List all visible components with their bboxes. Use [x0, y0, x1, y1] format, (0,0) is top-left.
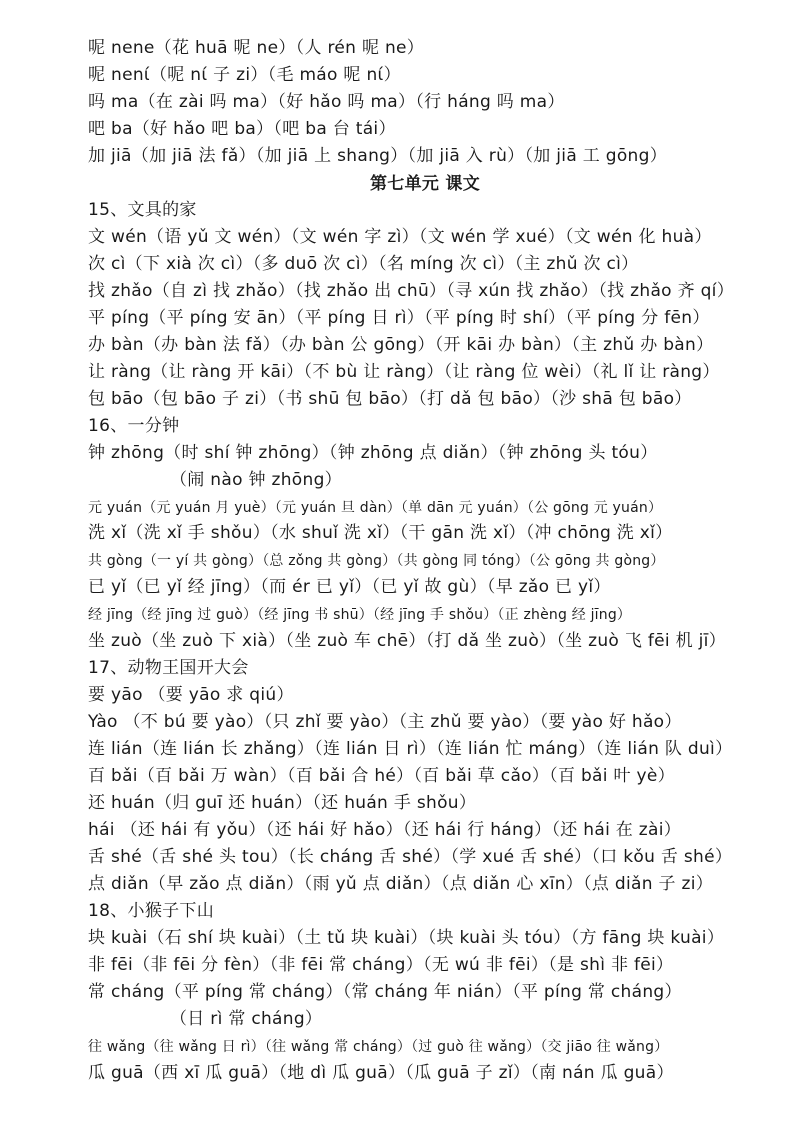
- text-line: 元 yuán（元 yuán 月 yuè）（元 yuán 旦 dàn）（单 dān 元 yuán）（公 gōng 元 yuán）: [88, 500, 663, 516]
- text-line: 已 yǐ（已 yǐ 经 jīng）（而 ér 已 yǐ）（已 yǐ 故 gù）（早 zǎo 已 yǐ）: [88, 577, 611, 597]
- text-line: 要 yāo （要 yāo 求 qiú）: [88, 685, 294, 705]
- text-line: 非 fēi（非 fēi 分 fèn）（非 fēi 常 cháng）（无 wú 非 fēi）（是 shì 非 fēi）: [88, 955, 674, 975]
- lesson-title: 18、小猴子下山: [88, 901, 215, 921]
- lesson-title: 15、文具的家: [88, 200, 197, 220]
- text-line: 坐 zuò（坐 zuò 下 xià）（坐 zuò 车 chē）（打 dǎ 坐 zuò）（坐 zuò 飞 fēi 机 jī）: [88, 631, 726, 651]
- text-line: 呢 nene（花 huā 呢 ne）（人 rén 呢 ne）: [88, 38, 425, 58]
- text-line: 平 píng（平 píng 安 ān）（平 píng 日 rì）（平 píng 时 shí）（平 píng 分 fēn）: [88, 308, 710, 328]
- text-line: （日 rì 常 cháng）: [170, 1009, 323, 1029]
- lesson-title: 16、一分钟: [88, 416, 180, 436]
- text-line: Yào （不 bú 要 yào）（只 zhǐ 要 yào）（主 zhǔ 要 yào）（要 yào 好 hǎo）: [88, 712, 682, 732]
- text-line: 块 kuài（石 shí 块 kuài）（土 tǔ 块 kuài）（块 kuài 头 tóu）（方 fāng 块 kuài）: [88, 928, 725, 948]
- text-line: 加 jiā（加 jiā 法 fǎ）（加 jiā 上 shang）（加 jiā 入 rù）（加 jiā 工 gōng）: [88, 146, 668, 166]
- text-line: 文 wén（语 yǔ 文 wén）（文 wén 字 zì）（文 wén 学 xué）（文 wén 化 huà）: [88, 227, 712, 247]
- text-line: 舌 shé（舌 shé 头 tou）（长 cháng 舌 shé）（学 xué 舌 shé）（口 kǒu 舌 shé）: [88, 847, 733, 867]
- text-line: 找 zhǎo（自 zì 找 zhǎo）（找 zhǎo 出 chū）（寻 xún 找 zhǎo）（找 zhǎo 齐 qí）: [88, 281, 734, 301]
- text-line: 常 cháng（平 píng 常 cháng）（常 cháng 年 nián）（平 píng 常 cháng）: [88, 982, 682, 1002]
- text-line: 连 lián（连 lián 长 zhǎng）（连 lián 日 rì）（连 lián 忙 máng）（连 lián 队 duì）: [88, 739, 733, 759]
- text-line: 洗 xǐ（洗 xǐ 手 shǒu）（水 shuǐ 洗 xǐ）（干 gān 洗 xǐ）（冲 chōng 洗 xǐ）: [88, 523, 673, 543]
- text-line: 往 wǎng（往 wǎng 日 rì）（往 wǎng 常 cháng）（过 guò 往 wǎng）（交 jiāo 往 wǎng）: [88, 1039, 669, 1055]
- lesson-title: 17、动物王国开大会: [88, 658, 249, 678]
- text-line: 次 cì（下 xià 次 cì）（多 duō 次 cì）（名 míng 次 cì）（主 zhǔ 次 cì）: [88, 254, 639, 274]
- text-line: 瓜 guā（西 xī 瓜 guā）（地 dì 瓜 guā）（瓜 guā 子 zǐ）（南 nán 瓜 guā）: [88, 1063, 674, 1083]
- text-line: 百 bǎi（百 bǎi 万 wàn）（百 bǎi 合 hé）（百 bǎi 草 cǎo）（百 bǎi 叶 yè）: [88, 766, 675, 786]
- text-line: 让 ràng（让 ràng 开 kāi）（不 bù 让 ràng）（让 ràng 位 wèi）（礼 lǐ 让 ràng）: [88, 362, 720, 382]
- text-line: （闹 nào 钟 zhōng）: [170, 470, 342, 490]
- text-line: 经 jīng（经 jīng 过 guò）（经 jīng 书 shū）（经 jīng 手 shǒu）（正 zhèng 经 jīng）: [88, 607, 632, 623]
- text-line: 还 huán（归 guī 还 huán）（还 huán 手 shǒu）: [88, 793, 477, 813]
- text-line: 吗 ma（在 zài 吗 ma）（好 hǎo 吗 ma）（行 háng 吗 ma）: [88, 92, 565, 112]
- text-line: 吧 ba（好 hǎo 吧 ba）（吧 ba 台 tái）: [88, 119, 396, 139]
- text-line: 办 bàn（办 bàn 法 fǎ）（办 bàn 公 gōng）（开 kāi 办 bàn）（主 zhǔ 办 bàn）: [88, 335, 714, 355]
- text-line: 钟 zhōng（时 shí 钟 zhōng）（钟 zhōng 点 diǎn）（钟 zhōng 头 tóu）: [88, 443, 658, 463]
- text-line: 共 gòng（一 yí 共 gòng）（总 zǒng 共 gòng）（共 gòng 同 tóng）（公 gōng 共 gòng）: [88, 553, 665, 569]
- text-line: 包 bāo（包 bāo 子 zi）（书 shū 包 bāo）（打 dǎ 包 bāo）（沙 shā 包 bāo）: [88, 389, 692, 409]
- text-line: hái （还 hái 有 yǒu）（还 hái 好 hǎo）（还 hái 行 háng）（还 hái 在 zài）: [88, 820, 682, 840]
- unit-heading: 第七单元 课文: [369, 174, 481, 194]
- text-line: 点 diǎn（早 zǎo 点 diǎn）（雨 yǔ 点 diǎn）（点 diǎn 心 xīn）（点 diǎn 子 zi）: [88, 874, 714, 894]
- text-line: 呢 nenί（呢 nί 子 zi）（毛 máo 呢 nί）: [88, 65, 401, 85]
